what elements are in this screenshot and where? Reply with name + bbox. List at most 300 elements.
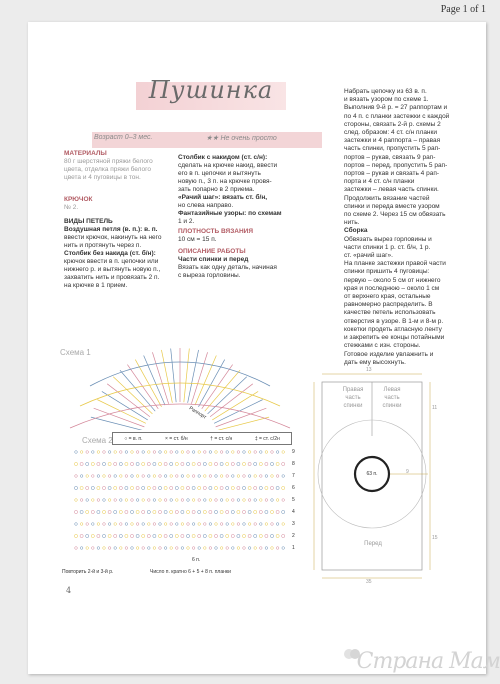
stitch-symbol <box>237 510 240 513</box>
materials-text: 80 г шерстяной пряжи белого цвета, отделка пряжи белого цвета и 4 пуговицы в тон. <box>64 158 153 181</box>
text-line: новую п., 3 п. на крючке провя- <box>178 178 272 185</box>
dim-top: 13 <box>366 367 372 373</box>
work-subheading: Части спинки и перед <box>178 256 249 263</box>
stitch-symbol <box>220 534 223 537</box>
stitch-symbol <box>153 475 156 478</box>
density-heading: ПЛОТНОСТЬ ВЯЗАНИЯ <box>178 228 253 235</box>
schema-1-diagram <box>56 344 304 430</box>
stitch-symbol <box>282 499 285 502</box>
stitch-symbol <box>130 510 133 513</box>
stitch-symbol <box>175 510 178 513</box>
stitch-symbol <box>220 547 223 550</box>
stitch-symbol <box>187 475 190 478</box>
stitch-symbol <box>91 462 94 465</box>
stitch-symbol <box>198 547 201 550</box>
stitch-symbol <box>186 534 189 537</box>
stitch-symbol <box>164 475 167 478</box>
text-line: Выполнив 9-й р. = 27 раппортам и <box>344 104 448 112</box>
stitch-symbol <box>114 510 117 513</box>
text-line: Набрать цепочку из 63 в. п. <box>344 88 427 95</box>
text-line: Обвязать вырез горловины и <box>344 235 432 243</box>
schema-2-note-right: Число п. кратно 6 + 5 + 8 п. планки <box>150 569 231 575</box>
stitch-symbol <box>148 547 151 550</box>
stitch-symbol <box>75 523 78 526</box>
stitch-symbol <box>130 534 133 537</box>
page-number: 4 <box>66 586 72 595</box>
stitch-symbol <box>198 451 201 454</box>
text-line: порта и 4 ст. с/н планки <box>344 178 415 186</box>
stitch-symbol <box>282 486 285 489</box>
stitch-symbol <box>147 462 150 465</box>
stitch-symbol <box>97 451 100 454</box>
fan-bottom-arc <box>70 404 290 428</box>
stitch-symbol <box>114 523 117 526</box>
text-line: На планке застежки правой части <box>344 260 446 268</box>
stitch-symbol <box>242 510 245 513</box>
stitch-symbol <box>159 499 162 502</box>
text-line: нижнего р. и вытянуть новую п., <box>64 266 161 273</box>
stitch-symbol <box>192 547 195 550</box>
text-line: с выреза горловины. <box>178 272 241 279</box>
stitch-symbol <box>114 475 117 478</box>
stitch-symbol <box>103 499 106 502</box>
fan-stitch <box>188 350 199 403</box>
stitch-symbol <box>136 534 139 537</box>
stitch-symbol <box>226 499 229 502</box>
text-line: Продолжить вязание частей <box>344 194 430 202</box>
stitch-symbol <box>265 451 268 454</box>
stitch-symbol <box>136 547 139 550</box>
stitch-symbol <box>282 547 285 550</box>
stitch-symbol <box>259 462 262 465</box>
stitch-symbol <box>192 534 195 537</box>
stitch-symbol <box>243 475 246 478</box>
stitch-symbol <box>86 462 89 465</box>
stitch-symbol <box>192 462 195 465</box>
stitch-symbol <box>114 451 117 454</box>
stitch-symbol <box>175 534 178 537</box>
stitch-symbol <box>181 475 184 478</box>
stitch-symbol <box>260 547 263 550</box>
stitch-symbol <box>209 475 212 478</box>
stitch-symbol <box>198 499 201 502</box>
row-number: 2 <box>292 533 295 539</box>
stitch-symbol <box>170 510 173 513</box>
stitch-symbol <box>198 534 201 537</box>
stitch-symbol <box>282 510 285 513</box>
text-line: спинки пришить 4 пуговицы: <box>344 268 430 276</box>
work-heading: ОПИСАНИЕ РАБОТЫ <box>178 248 246 255</box>
stitch-symbol <box>181 486 184 489</box>
stitch-symbol <box>176 451 179 454</box>
fan-stitch <box>152 352 168 404</box>
stitch-symbol <box>120 547 123 550</box>
stitch-symbol <box>276 475 279 478</box>
text-line: след. образом: 4 ст. с/н планки <box>344 129 437 137</box>
stitch-symbol <box>97 534 100 537</box>
stitch-symbol <box>80 462 83 465</box>
title-block <box>136 74 286 114</box>
front-label: Перед <box>364 541 382 547</box>
stitch-symbol <box>254 510 257 513</box>
stitch-symbol <box>153 523 156 526</box>
instructions-column <box>344 88 468 367</box>
stitch-symbol <box>276 510 279 513</box>
stitch-symbol <box>164 534 167 537</box>
text-line: качестве петель использовать <box>344 309 436 317</box>
schema-2-diagram <box>56 430 308 586</box>
stitch-symbol <box>187 523 190 526</box>
stitch-symbol <box>125 499 128 502</box>
stitch-symbol <box>181 499 184 502</box>
stitch-symbol <box>91 510 94 513</box>
row-number: 7 <box>292 473 295 479</box>
text-line: застежки – левая часть спинки. <box>344 186 439 194</box>
stitch-symbol <box>119 486 122 489</box>
stitch-symbol <box>108 475 111 478</box>
stitch-symbol <box>204 547 207 550</box>
stitch-symbol <box>209 547 212 550</box>
stitch-symbol <box>270 534 273 537</box>
stitch-symbol <box>97 499 100 502</box>
stitch-symbol <box>147 486 150 489</box>
stitch-symbol <box>125 486 128 489</box>
stitch-symbol <box>148 451 151 454</box>
stitch-symbol <box>176 547 179 550</box>
stitch-symbol <box>153 534 156 537</box>
stitch-symbol <box>181 547 184 550</box>
stitch-symbol <box>226 486 229 489</box>
stitch-symbol <box>242 486 245 489</box>
text-line: 1 и 2. <box>178 218 195 225</box>
stitch-symbol <box>114 547 117 550</box>
text-line: по схеме 2. Через 15 см обвязать <box>344 211 446 219</box>
stitch-symbol <box>198 523 201 526</box>
difficulty-label: ★★ Не очень просто <box>206 135 277 142</box>
stitch-symbol <box>97 475 100 478</box>
stitch-symbol <box>125 534 128 537</box>
stitch-symbol <box>226 534 229 537</box>
stitch-symbol <box>120 499 123 502</box>
stitch-symbol <box>159 475 162 478</box>
stitch-symbol <box>114 499 117 502</box>
stitch-symbol <box>237 547 240 550</box>
stitch-symbol <box>153 462 156 465</box>
stitch-symbol <box>170 547 173 550</box>
text-line: кокетки продеть атласную ленту <box>344 325 442 333</box>
text-line: дать ему высохнуть. <box>344 358 406 366</box>
stitch-symbol <box>265 475 268 478</box>
stitch-symbol <box>248 486 251 489</box>
stitch-symbol <box>248 523 251 526</box>
stitch-symbol <box>170 462 173 465</box>
stitch-symbol <box>271 475 274 478</box>
row-number: 5 <box>292 497 295 503</box>
stitch-symbol <box>92 523 95 526</box>
stitch-symbol <box>91 534 94 537</box>
stitch-symbol <box>203 486 206 489</box>
stitch-symbol <box>164 499 167 502</box>
stitch-symbol <box>153 547 156 550</box>
text-line: ввести крючок, накинуть на него <box>64 234 162 241</box>
stitch-symbol <box>142 451 145 454</box>
stitch-symbol <box>215 523 218 526</box>
text-line: Столбик без накида (ст. б/н): <box>64 250 156 257</box>
stitch-symbol <box>136 451 139 454</box>
stitch-symbol <box>192 451 195 454</box>
text-line: равномерно распределить. В <box>344 301 433 309</box>
stitch-symbol <box>92 499 95 502</box>
stitch-symbol <box>231 486 234 489</box>
stitch-symbol <box>142 462 145 465</box>
stitch-symbol <box>232 499 235 502</box>
stitch-symbol <box>86 547 89 550</box>
stitch-symbol <box>80 523 83 526</box>
stitch-symbol <box>114 486 117 489</box>
width-mark: 6 п. <box>192 557 201 563</box>
stitch-symbol <box>164 486 167 489</box>
stitch-symbol <box>237 486 240 489</box>
stitch-symbol <box>276 547 279 550</box>
fan-stitch <box>120 370 155 411</box>
stitch-symbol <box>131 451 134 454</box>
stitch-symbol <box>209 523 212 526</box>
stitch-symbol <box>86 475 89 478</box>
stitch-symbol <box>119 510 122 513</box>
stitch-symbol <box>114 462 117 465</box>
row-number: 6 <box>292 485 295 491</box>
stitch-symbol <box>231 534 234 537</box>
stitch-symbol <box>198 510 201 513</box>
stitch-symbol <box>80 451 83 454</box>
stitch-symbol <box>148 475 151 478</box>
stitch-symbol <box>209 462 212 465</box>
text-line: часть спинки, пропустить 5 рап- <box>344 145 441 153</box>
stitch-symbol <box>97 486 100 489</box>
stitch-symbol <box>254 534 257 537</box>
text-line: Воздушная петля (в. п.): в. п. <box>64 226 158 233</box>
stitch-symbol <box>125 451 128 454</box>
stitch-symbol <box>170 486 173 489</box>
stitch-symbol <box>181 510 184 513</box>
text-line: портов – рукав и связать 4 рап- <box>344 170 440 178</box>
text-line: по 4 п. с планки застежки с каждой <box>344 112 450 120</box>
stitch-symbol <box>248 499 251 502</box>
back-right-label: Правая часть спинки <box>342 387 364 409</box>
stitch-symbol <box>282 534 285 537</box>
watermark: Страна Мам <box>356 649 500 674</box>
stitch-symbol <box>237 475 240 478</box>
dim-bottom: 35 <box>366 579 372 585</box>
text-line: сделать на крючке накид, ввести <box>178 162 278 169</box>
stitch-symbol <box>181 462 184 465</box>
stitch-symbol <box>220 523 223 526</box>
stitch-symbol <box>176 499 179 502</box>
stitch-symbol <box>103 523 106 526</box>
row-number: 3 <box>292 521 295 527</box>
legend-double: † = ст. с/н <box>210 435 233 442</box>
knitting-instructions <box>344 88 468 227</box>
stitch-symbol <box>203 510 206 513</box>
stitch-symbol <box>237 534 240 537</box>
stitch-symbol <box>86 499 89 502</box>
stitch-symbol <box>86 534 89 537</box>
stitch-symbol <box>271 499 274 502</box>
stitch-symbol <box>248 475 251 478</box>
dim-side-mid: 9 <box>406 469 409 475</box>
stitch-symbol <box>86 523 89 526</box>
stitch-symbol <box>142 499 145 502</box>
stitch-symbol <box>243 499 246 502</box>
back-left-label: Левая часть спинки <box>382 387 402 409</box>
stitch-symbol <box>108 534 111 537</box>
stitch-symbol <box>276 486 279 489</box>
stitch-symbol <box>242 462 245 465</box>
stitch-symbol <box>203 462 206 465</box>
text-line: портов – перед, пропустить 5 рап- <box>344 161 448 169</box>
stitch-symbol <box>226 475 229 478</box>
schema-2-label: Схема 2 <box>82 436 113 445</box>
stitch-symbol <box>243 523 246 526</box>
stitch-symbol <box>198 475 201 478</box>
text-line: спинки и переда вместе узором <box>344 202 440 210</box>
stitch-symbol <box>265 547 268 550</box>
stitch-symbol <box>265 510 268 513</box>
stitch-symbol <box>260 451 263 454</box>
text-line: портов – рукав, связать 9 рап- <box>344 153 436 161</box>
stitch-symbol <box>142 486 145 489</box>
stitch-symbol <box>270 462 273 465</box>
assembly-instructions <box>344 236 468 367</box>
stitch-symbol <box>198 486 201 489</box>
stitch-symbol <box>276 523 279 526</box>
text-line: Фантазийные узоры: по схемам <box>178 210 282 217</box>
stitch-symbol <box>92 475 95 478</box>
stitch-symbol <box>120 475 123 478</box>
stitch-symbol <box>91 486 94 489</box>
stitch-symbol <box>119 462 122 465</box>
stitch-symbol <box>102 486 105 489</box>
stitch-symbol <box>74 462 77 465</box>
page-title: Пушинка <box>148 76 274 104</box>
text-line: Столбик с накидом (ст. с/н): <box>178 154 268 161</box>
stitch-symbol <box>214 462 217 465</box>
stitch-symbol <box>192 486 195 489</box>
stitch-symbol <box>176 523 179 526</box>
text-line: первую – около 5 см от нижнего <box>344 276 441 284</box>
stitch-symbol <box>170 499 173 502</box>
fan-stitch <box>202 365 233 409</box>
stitch-symbol <box>170 523 173 526</box>
stitch-symbol <box>209 486 212 489</box>
stitch-symbol <box>260 499 263 502</box>
stitch-symbol <box>103 547 106 550</box>
stitch-symbol <box>103 451 106 454</box>
stitch-symbol <box>158 486 161 489</box>
fan-stitch <box>97 400 146 424</box>
stitch-symbol <box>86 451 89 454</box>
text-line: Вязать как одну деталь, начиная <box>178 264 277 271</box>
stitch-symbol <box>131 547 134 550</box>
stitch-symbol <box>260 475 263 478</box>
legend-single: × = ст. б/н <box>165 435 188 442</box>
stitch-symbol <box>92 451 95 454</box>
stitch-symbol <box>259 486 262 489</box>
stitch-symbol <box>276 499 279 502</box>
pattern-diagram <box>300 356 442 588</box>
schema-1-label: Схема 1 <box>60 348 91 357</box>
stitch-symbol <box>282 462 285 465</box>
stitches-heading: ВИДЫ ПЕТЕЛЬ <box>64 218 113 225</box>
stitch-symbol <box>114 534 117 537</box>
stitch-symbol <box>75 451 78 454</box>
stitch-symbol <box>108 451 111 454</box>
stitch-symbol <box>108 523 111 526</box>
text-line: от верхнего края, остальные <box>344 293 431 301</box>
stitch-symbol <box>97 510 100 513</box>
stitch-symbol <box>214 534 217 537</box>
text-line: отверстия в узоре. В 1-м и 8-м р. <box>344 317 444 325</box>
stitch-symbol <box>86 510 89 513</box>
stitch-symbol <box>159 547 162 550</box>
stitch-symbol <box>120 451 123 454</box>
stitch-symbol <box>108 462 111 465</box>
stitch-symbol <box>220 475 223 478</box>
assembly-heading: Сборка <box>344 227 368 235</box>
stitch-symbol <box>248 510 251 513</box>
row-number: 4 <box>292 509 295 515</box>
stitch-symbol <box>192 475 195 478</box>
stitch-symbol <box>209 534 212 537</box>
stitch-symbol <box>192 523 195 526</box>
text-line: нить. <box>344 219 360 227</box>
stitch-symbol <box>204 475 207 478</box>
stitch-symbol <box>254 523 257 526</box>
stitch-symbol <box>243 451 246 454</box>
stitch-symbol <box>232 547 235 550</box>
text-line: стороны, связать 2-й р. схемы 2 <box>344 120 441 128</box>
stitch-symbol <box>209 451 212 454</box>
stitch-symbol <box>198 462 201 465</box>
density-text: 10 см = 15 п. <box>178 236 217 243</box>
stitch-symbol <box>108 486 111 489</box>
stitch-symbol <box>186 486 189 489</box>
row-number: 9 <box>292 449 295 455</box>
stitch-symbol <box>237 462 240 465</box>
text-line: застежки и 4 раппорта – правая <box>344 137 441 145</box>
stitch-symbol <box>131 499 134 502</box>
stitch-symbol <box>231 510 234 513</box>
stitch-symbol <box>204 451 207 454</box>
stitch-symbol <box>153 451 156 454</box>
text-line: части спинки 1 р. ст. б/н, 1 р. <box>344 243 431 251</box>
stitch-symbol <box>120 523 123 526</box>
stitch-symbol <box>153 510 156 513</box>
stitch-symbol <box>102 510 105 513</box>
stitch-symbol <box>159 451 162 454</box>
stitch-symbol <box>75 475 78 478</box>
stitch-symbol <box>220 499 223 502</box>
stitch-symbol <box>214 486 217 489</box>
stitch-symbol <box>232 475 235 478</box>
stitch-symbol <box>181 451 184 454</box>
stitch-symbol <box>136 510 139 513</box>
stitch-symbol <box>265 462 268 465</box>
stitch-symbol <box>270 486 273 489</box>
stitch-symbol <box>97 462 100 465</box>
page-counter: Page 1 of 1 <box>440 4 486 15</box>
stitch-symbol <box>248 547 251 550</box>
